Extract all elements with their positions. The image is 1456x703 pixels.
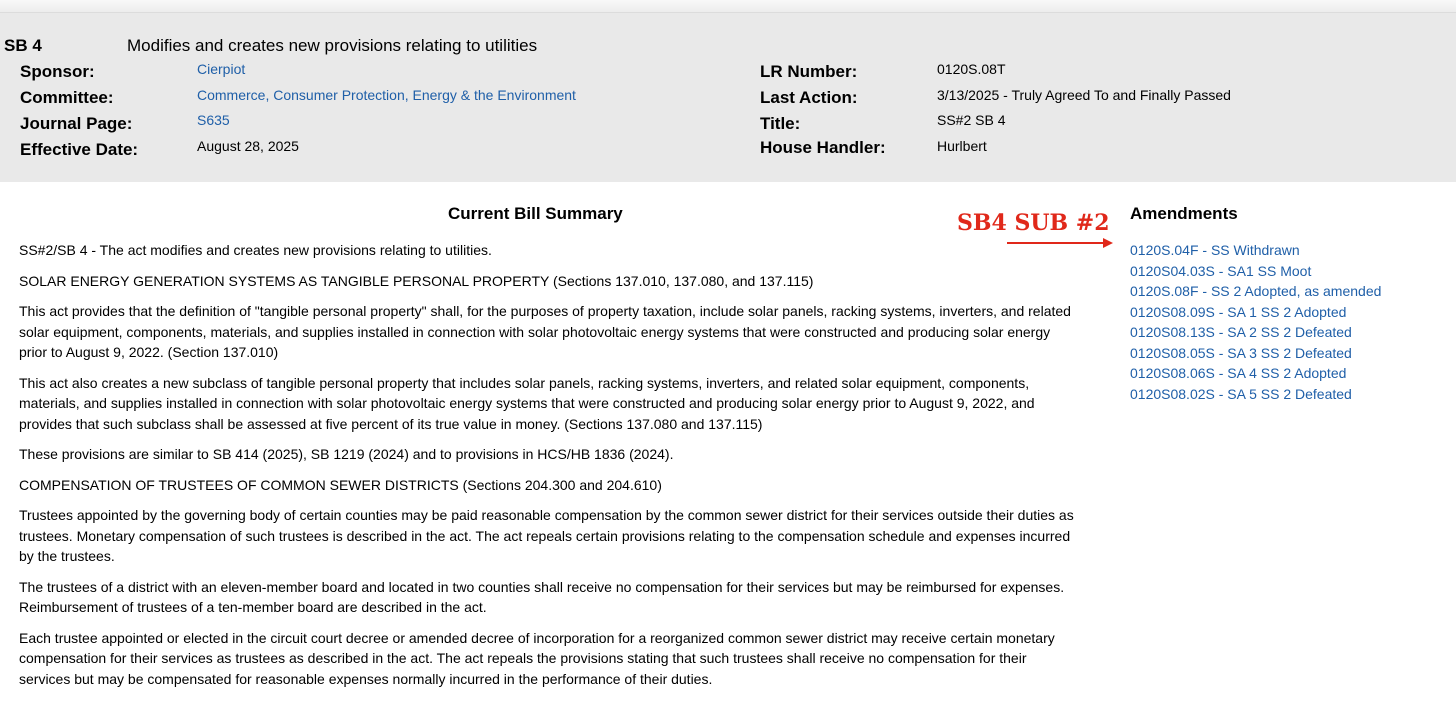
- bill-header: [0, 13, 1456, 182]
- amendments-title: Amendments: [1130, 204, 1238, 223]
- summary-paragraph: Each trustee appointed or elected in the circuit court decree or amended decree of incorporation for a reorganized common sewer district may receive certain monetary compensation for their services as trustees as described in the act. The act repeals the provisions stating that such trustees shall receive no compensation for their services but may be compensated for reasonable expenses normally incurred in the performance of their duties.: [19, 629, 1055, 687]
- house-handler-value: Hurlbert: [937, 138, 987, 154]
- committee-label: Committee:: [20, 88, 114, 107]
- amendment-link[interactable]: 0120S08.09S - SA 1 SS 2 Adopted: [1130, 303, 1347, 320]
- amendment-link[interactable]: 0120S08.05S - SA 3 SS 2 Defeated: [1130, 344, 1352, 361]
- browser-top-strip: [0, 0, 1456, 13]
- last-action-value: 3/13/2025 - Truly Agreed To and Finally Passed: [937, 87, 1231, 103]
- bill-summary: [19, 240, 1075, 699]
- journal-page-link[interactable]: S635: [197, 112, 230, 128]
- title-label: Title:: [760, 114, 801, 133]
- journal-page-label: Journal Page:: [20, 114, 133, 133]
- summary-paragraph: These provisions are similar to SB 414 (2025), SB 1219 (2024) and to provisions in HCS/HB 1836 (2024).: [19, 446, 674, 462]
- bill-description: Modifies and creates new provisions relating to utilities: [127, 36, 538, 55]
- title-value: SS#2 SB 4: [937, 112, 1006, 128]
- annotation-arrow-icon: [1005, 236, 1115, 250]
- lr-number-label: LR Number:: [760, 62, 858, 81]
- effective-date-value: August 28, 2025: [197, 138, 299, 154]
- amendment-link[interactable]: 0120S.08F - SS 2 Adopted, as amended: [1130, 283, 1382, 299]
- summary-paragraph: Trustees appointed by the governing body of certain counties may be paid reasonable compensation by the common sewer district for their services outside their duties as trustees. Monetary compensation of such trustees is described in the act. The act repeals certain provisions relating to the compensation schedule and expenses incurred by the trustees.: [19, 507, 1074, 564]
- summary-paragraph: This act provides that the definition of "tangible personal property" shall, for the purposes of property taxation, include solar panels, racking systems, inverters, and related solar equipment, components, materials, and supplies installed in connection with solar photovoltaic energy systems that were constructed and producing solar energy prior to August 9, 2022. (Section 137.010): [19, 303, 1071, 360]
- amendments-list: [1130, 240, 1381, 404]
- summary-paragraph: This act also creates a new subclass of tangible personal property that includes solar panels, racking systems, inverters, and related solar equipment, components, materials, and supplies installed in connection with solar photovoltaic energy systems that were constructed and producing solar energy prior to August 9, 2022, and provides that such subclass shall be assessed at five percent of its true value in money. (Sections 137.080 and 137.115): [19, 374, 1035, 432]
- summary-title: Current Bill Summary: [448, 204, 623, 223]
- sponsor-link[interactable]: Cierpiot: [197, 61, 246, 77]
- amendment-link[interactable]: 0120S08.02S - SA 5 SS 2 Defeated: [1130, 385, 1352, 402]
- summary-paragraph: SS#2/SB 4 - The act modifies and creates new provisions relating to utilities.: [19, 242, 492, 258]
- lr-number-value: 0120S.08T: [937, 61, 1006, 77]
- summary-section-heading: SOLAR ENERGY GENERATION SYSTEMS AS TANGIBLE PERSONAL PROPERTY (Sections 137.010, 137.080, and 137.115): [19, 272, 814, 289]
- amendment-link[interactable]: 0120S08.13S - SA 2 SS 2 Defeated: [1130, 324, 1352, 340]
- committee-link[interactable]: Commerce, Consumer Protection, Energy & the Environment: [197, 87, 576, 103]
- summary-section-heading: COMPENSATION OF TRUSTEES OF COMMON SEWER DISTRICTS (Sections 204.300 and 204.610): [19, 476, 662, 493]
- amendment-link[interactable]: 0120S.04F - SS Withdrawn: [1130, 242, 1300, 258]
- amendment-link[interactable]: 0120S04.03S - SA1 SS Moot: [1130, 262, 1312, 279]
- amendment-link[interactable]: 0120S08.06S - SA 4 SS 2 Adopted: [1130, 365, 1347, 381]
- house-handler-label: House Handler:: [760, 138, 886, 157]
- bill-number: SB 4: [4, 36, 42, 55]
- annotation-label: SB4 SUB #2: [957, 210, 1110, 236]
- last-action-label: Last Action:: [760, 88, 858, 107]
- summary-paragraph: The trustees of a district with an eleven-member board and located in two counties shall receive no compensation for their services but may be reimbursed for expenses. Reimbursement of trustees of a ten-member board are described in the act.: [19, 578, 1065, 615]
- sponsor-label: Sponsor:: [20, 62, 95, 81]
- effective-date-label: Effective Date:: [20, 140, 139, 159]
